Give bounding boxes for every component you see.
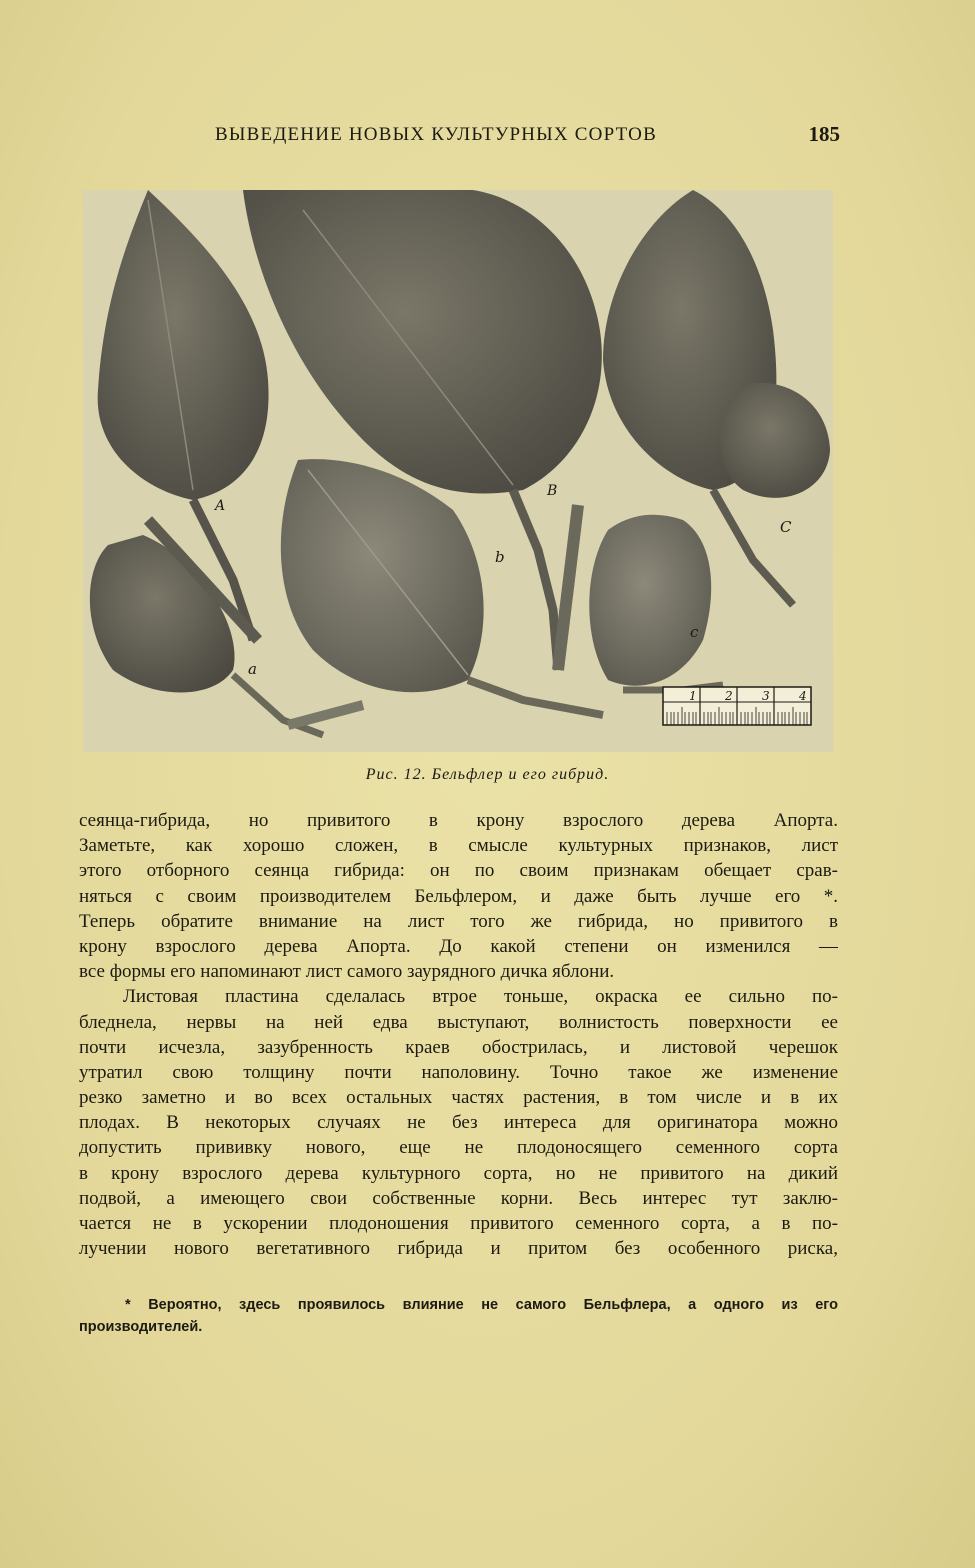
label-C: C: [780, 518, 792, 536]
figure-caption: Рис. 12. Бельфлер и его гибрид.: [365, 766, 610, 783]
label-A: A: [215, 498, 226, 514]
text-line: крону взрослого дерева Апорта. До какой степени он изменился —: [79, 935, 838, 957]
text-line: няться с своим производителем Бельфлером, и даже быть лучше его *.: [79, 885, 838, 907]
label-a: a: [248, 660, 257, 678]
text-line: допустить прививку нового, еще не плодоносящего семенного сорта: [79, 1137, 838, 1159]
running-head: [80, 122, 840, 152]
text-line: все формы его напоминают лист самого заурядного дичка яблони.: [79, 961, 615, 983]
label-B: B: [547, 483, 558, 499]
label-c: c: [690, 623, 699, 641]
label-b: b: [495, 548, 505, 566]
scale-ruler: [663, 687, 811, 725]
text-line: чается не в ускорении плодоношения привитого семенного сорта, а в по-: [79, 1213, 838, 1234]
text-line: резко заметно и во всех остальных частях растения, в том числе и в их: [79, 1087, 838, 1109]
text-line: сеянца-гибрида, но привитого в крону взрослого дерева Апорта.: [79, 810, 838, 831]
text-line: лучении нового вегетативного гибрида и притом без особенного риска,: [79, 1238, 838, 1260]
text-line: в крону взрослого дерева культурного сорта, но не привитого на дикий: [79, 1162, 838, 1184]
text-line: Заметьте, как хорошо сложен, в смысле культурных признаков, лист: [79, 835, 838, 857]
footnote-line: производителей.: [79, 1319, 203, 1335]
body-text: [79, 808, 838, 1261]
page-number: 185: [808, 122, 840, 146]
text-line: плодах. В некоторых случаях не без интереса для оригинатора можно: [79, 1112, 838, 1134]
footnote-line: * Вероятно, здесь проявилось влияние не самого Бельфлера, а одного из его: [125, 1297, 838, 1313]
ruler-label-4: 4: [799, 689, 807, 703]
running-title: ВЫВЕДЕНИЕ НОВЫХ КУЛЬТУРНЫХ СОРТОВ: [215, 124, 657, 145]
ruler-label-1: 1: [689, 689, 697, 703]
text-line: утратил свою толщину почти наполовину. Точно такое же изменение: [79, 1061, 838, 1083]
footnote: [79, 1294, 838, 1338]
text-line: этого отборного сеянца гибрида: он по своим признакам обещает срав-: [79, 860, 838, 882]
text-line: Листовая пластина сделалась втрое тоньше, окраска ее сильно по-: [123, 986, 838, 1008]
ruler-label-3: 3: [762, 689, 770, 703]
text-line: Теперь обратите внимание на лист того же гибрида, но привитого в: [79, 910, 838, 932]
text-line: почти исчезла, зазубренность краев обострилась, и листовой черешок: [79, 1036, 838, 1058]
text-line: бледнела, нервы на ней едва выступают, волнистость поверхности ее: [79, 1011, 838, 1033]
ruler-label-2: 2: [725, 689, 733, 703]
leaf-photograph: [83, 190, 833, 752]
text-line: подвой, а имеющего свои собственные корни. Весь интерес тут заклю-: [79, 1187, 838, 1209]
